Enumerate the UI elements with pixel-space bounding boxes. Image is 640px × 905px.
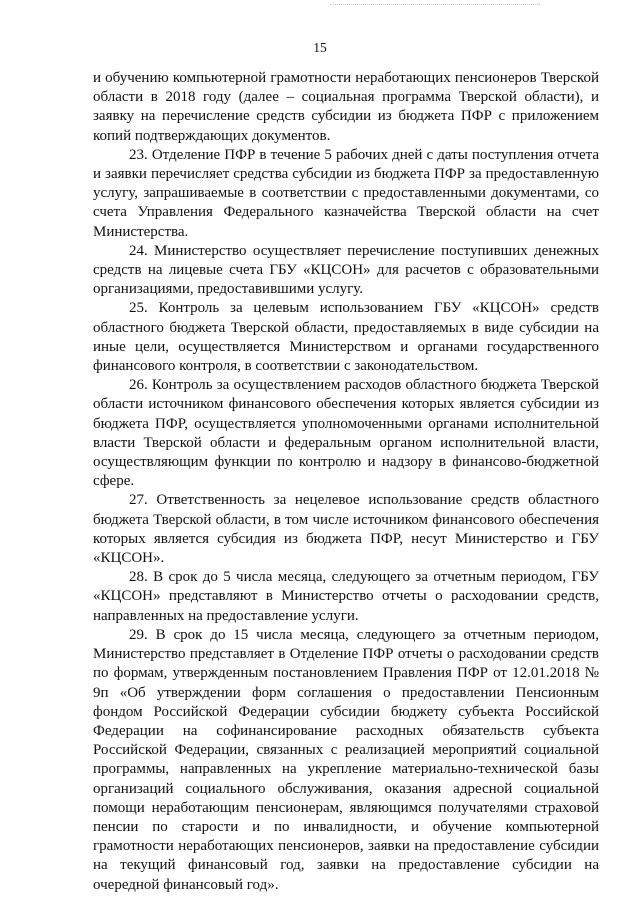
page-number: 15 <box>313 40 327 55</box>
paragraph-28: 28. В срок до 5 числа месяца, следующего за отчетным периодом, ГБУ «КЦСОН» представляют в Министерство отчеты о расходовании средств, направленных на предоставление услуги. <box>93 569 599 624</box>
paragraph-25: 25. Контроль за целевым использованием ГБУ «КЦСОН» средств областного бюджета Тверской области, предоставляемых в виде субсидии на иные цели, осуществляется Министерством и органами государственного финансового контроля, в соответствии с законодательством. <box>93 300 599 375</box>
document-body <box>93 69 599 895</box>
paragraph-29: 29. В срок до 15 числа месяца, следующего за отчетным периодом, Министерство представляет в Отделение ПФР отчеты о расходовании средств по формам, утвержденным постановлением Правления ПФР от 12.01.2018 № 9п «Об утверждении форм соглашения о предоставлении Пенсионным фондом Российской Федерации субсидии бюджету субъекта Российской Федерации на софинансирование расходных обязательств субъекта Российской Федерации, связанных с реализацией мероприятий социальной программы, направленных на укрепление материально-технической базы организаций социального обслуживания, оказания адресной социальной помощи неработающим пенсионерам, являющимся получателями страховой пенсии по старости и по инвалидности, и обучение компьютерной грамотности неработающих пенсионеров, заявки на предоставление субсидии на текущий финансовый год, заявки на предоставление субсидии на очередной финансовый год». <box>93 626 599 893</box>
paragraph-26: 26. Контроль за осуществлением расходов областного бюджета Тверской области источником финансового обеспечения которых является субсидии из бюджета ПФР, осуществляется уполномоченными органами исполнительной власти Тверской области и федеральным органом исполнительной власти, осуществляющим функции по контролю и надзору в финансово-бюджетной сфере. <box>93 377 599 490</box>
scan-artifact-line <box>330 4 540 7</box>
paragraph-27: 27. Ответственность за нецелевое использование средств областного бюджета Тверской области, в том числе источником финансового обеспечения которых является субсидия из бюджета ПФР, несут Министерство и ГБУ «КЦСОН». <box>93 492 599 567</box>
paragraph-24: 24. Министерство осуществляет перечисление поступивших денежных средств на лицевые счета ГБУ «КЦСОН» для расчетов с образовательными организациями, предоставившими услугу. <box>93 242 599 298</box>
paragraph-23: 23. Отделение ПФР в течение 5 рабочих дней с даты поступления отчета и заявки перечисляет средства субсидии из бюджета ПФР за предоставленную услугу, запрашиваемые в соответствии с предоставленными документами, со счета Управления Федерального казначейства Тверской области на счет Министерства. <box>93 146 599 240</box>
paragraph-continuation: и обучению компьютерной грамотности неработающих пенсионеров Тверской области в 2018 году (далее – социальная программа Тверской области), и заявку на перечисление средств субсидии из бюджета ПФР с приложением копий подтверждающих документов. <box>93 70 599 144</box>
